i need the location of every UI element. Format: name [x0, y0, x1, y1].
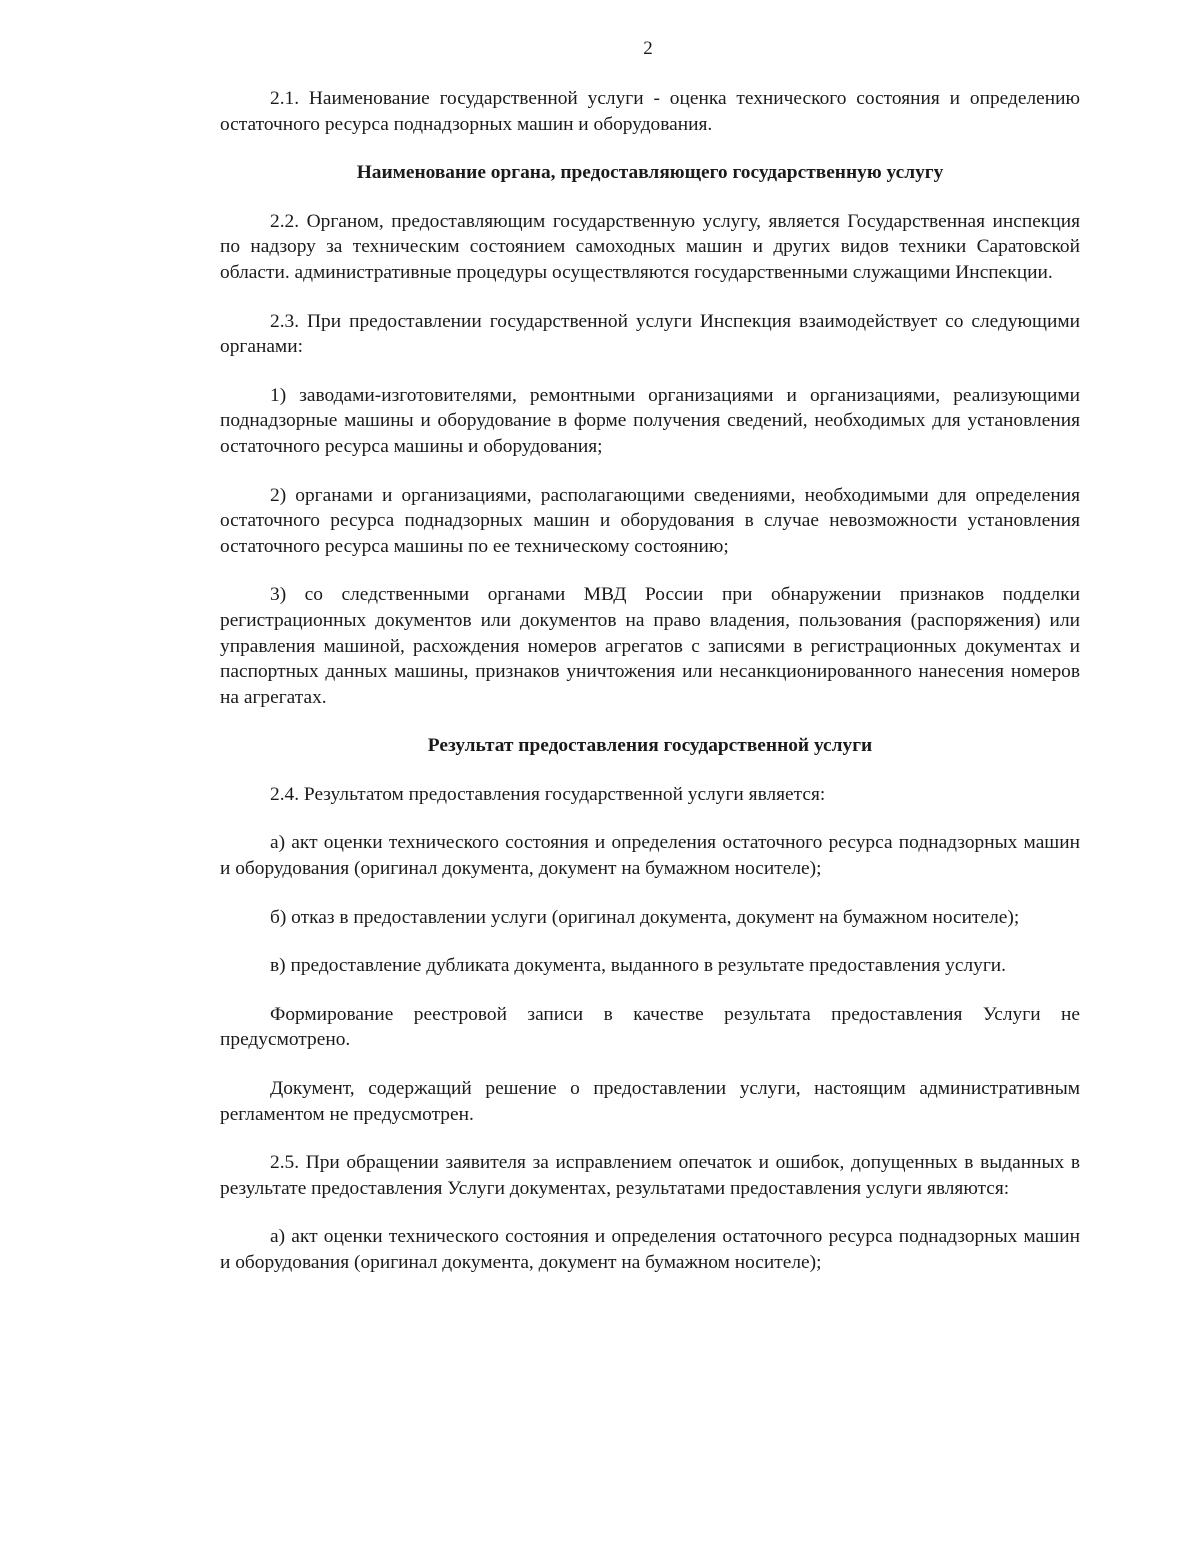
list-item-v: в) предоставление дубликата документа, выданного в результате предоставления услуги.	[270, 955, 1007, 977]
paragraph-2-1: 2.1. Наименование государственной услуги - оценка технического состояния и определению остаточного ресурса поднадзорных машин и оборудования.	[220, 88, 1080, 135]
paragraph-2-2: 2.2. Органом, предоставляющим государственную услугу, является Государственная инспекция по надзору за техническим состоянием самоходных машин и других видов техники Саратовской области. административные процедуры осуществляются государственными служащими Инспекции.	[220, 210, 1080, 283]
paragraph-registry: Формирование реестровой записи в качестве результата предоставления Услуги не предусмотрено.	[220, 1003, 1080, 1051]
paragraph-2-5: 2.5. При обращении заявителя за исправлением опечаток и ошибок, допущенных в выданных в результате предоставления Услуги документах, результатами предоставления услуги являются:	[220, 1152, 1080, 1199]
list-item-b: б) отказ в предоставлении услуги (оригинал документа, документ на бумажном носителе);	[270, 906, 1020, 928]
list-item-a-repeat: а) акт оценки технического состояния и определения остаточного ресурса поднадзорных машин и оборудования (оригинал документа, документ на бумажном носителе);	[220, 1226, 1080, 1273]
page-number: 2	[643, 38, 653, 59]
list-item-3: 3) со следственными органами МВД России при обнаружении признаков подделки регистрационных документов или документов на право владения, пользования (распоряжения) или управления машиной, расхождения номеров агрегатов с записями в регистрационных документах и паспортных данных машины, признаков уничтожения или несанкционированного нанесения номеров на агрегатах.	[220, 584, 1080, 708]
paragraph-2-4: 2.4. Результатом предоставления государственной услуги является:	[270, 783, 826, 805]
paragraph-2-3: 2.3. При предоставлении государственной услуги Инспекция взаимодействует со следующими органами:	[220, 310, 1080, 358]
section-heading-result: Результат предоставления государственной услуги	[427, 735, 873, 757]
list-item-2: 2) органами и организациями, располагающими сведениями, необходимыми для определения остаточного ресурса поднадзорных машин и оборудования в случае невозможности установления остаточного ресурса машины по ее техническому состоянию;	[220, 484, 1080, 557]
list-item-1: 1) заводами-изготовителями, ремонтными организациями и организациями, реализующими поднадзорные машины и оборудование в форме получения сведений, необходимых для установления остаточного ресурса машины и оборудования;	[220, 384, 1080, 457]
paragraph-decision-doc: Документ, содержащий решение о предоставлении услуги, настоящим административным регламентом не предусмотрен.	[220, 1078, 1080, 1125]
document-body	[220, 86, 1080, 1276]
section-heading-authority: Наименование органа, предоставляющего государственную услугу	[356, 162, 944, 184]
list-item-a: а) акт оценки технического состояния и определения остаточного ресурса поднадзорных машин и оборудования (оригинал документа, документ на бумажном носителе);	[220, 832, 1080, 880]
